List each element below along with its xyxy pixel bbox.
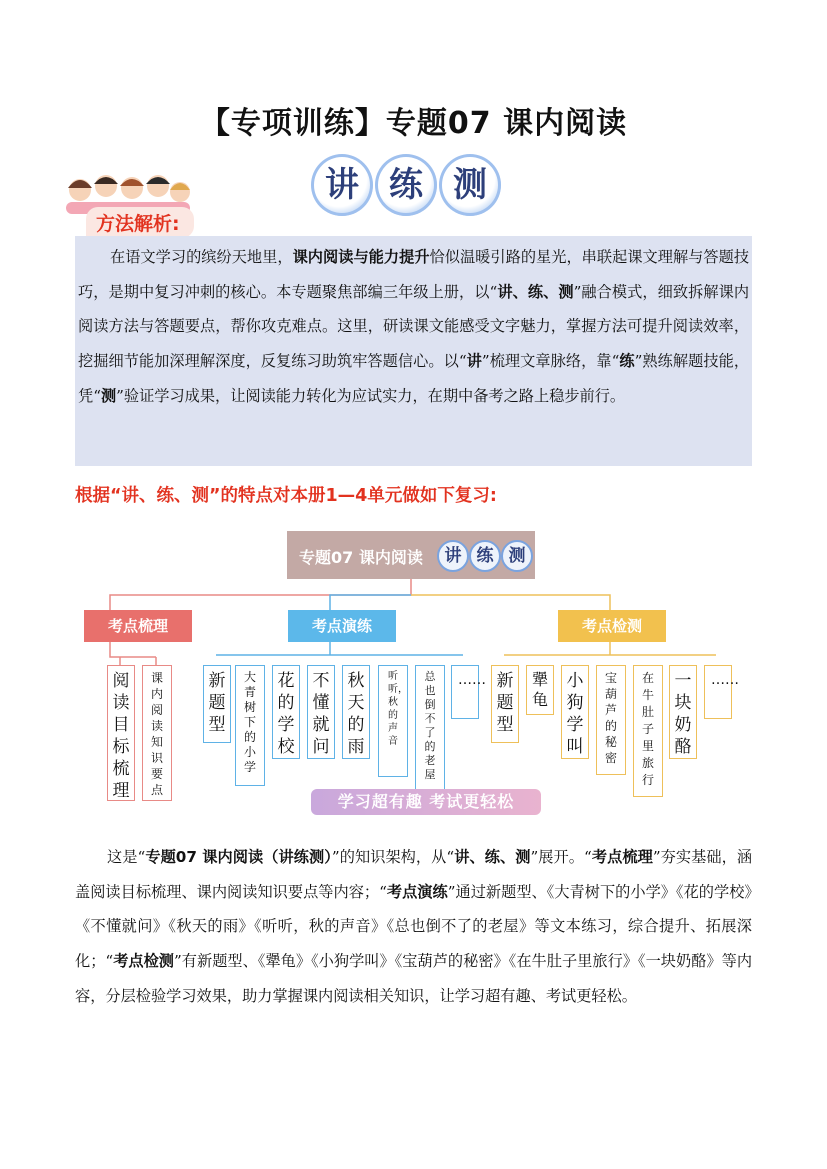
leaf-practice-3: 花的学校 — [272, 665, 300, 759]
review-heading: 根据“讲、练、测”的特点对本册1—4单元做如下复习: — [75, 486, 497, 506]
leaf-practice-more: …… — [451, 665, 479, 719]
summary-section — [75, 840, 752, 1014]
knowledge-structure-diagram — [80, 525, 747, 825]
leaf-test-6: 一块奶酪 — [669, 665, 697, 759]
leaf-test-4: 宝葫芦的秘密 — [596, 665, 626, 775]
method-analysis-label: 方法解析: — [86, 207, 194, 238]
root-badge-jiang: 讲 — [437, 540, 469, 572]
leaf-test-5: 在牛肚子里旅行 — [633, 665, 663, 797]
leaf-practice-7: 总也倒不了的老屋 — [415, 665, 445, 793]
leaf-practice-6: 听听，秋的声音 — [378, 665, 408, 777]
leaf-practice-5: 秋天的雨 — [342, 665, 370, 759]
leaf-practice-2: 大青树下的小学 — [235, 665, 265, 786]
diagram-root: 专题07 课内阅读 讲 练 测 — [287, 531, 535, 579]
jiang-lian-ce-badges — [311, 154, 501, 220]
page-title: 【专项训练】专题07 课内阅读 — [199, 106, 628, 141]
root-badge-lian: 练 — [469, 540, 501, 572]
leaf-test-3: 小狗学叫 — [561, 665, 589, 759]
leaf-practice-4: 不懂就问 — [307, 665, 335, 759]
category-test: 考点检测 — [558, 610, 666, 642]
leaf-review-1: 阅读目标梳理 — [107, 665, 135, 801]
badge-lian: 练 — [375, 154, 437, 216]
intro-paragraph: 在语文学习的缤纷天地里，课内阅读与能力提升恰似温暖引路的星光，串联起课文理解与答题技巧，是期中复习冲刺的核心。本专题聚焦部编三年级上册，以“讲、练、测”融合模式，细致拆解课内阅读方法与答题要点，帮你攻克难点。这里，研读课文能感受文字魅力，掌握方法可提升阅读效率，挖掘细节能加深理解深度，反复练习助筑牢答题信心。以“讲”梳理文章脉络，靠“练”熟练解题技能，凭“测”验证学习成果，让阅读能力转化为应试实力，在期中备考之路上稳步前行。 — [78, 248, 750, 405]
root-badge-ce: 测 — [501, 540, 533, 572]
badge-jiang: 讲 — [311, 154, 373, 216]
leaf-review-2: 课内阅读知识要点 — [142, 665, 172, 801]
motto-banner: 学习超有趣 考试更轻松 — [311, 789, 541, 815]
badge-ce: 测 — [439, 154, 501, 216]
intro-paragraph-box — [75, 236, 752, 466]
leaf-test-more: …… — [704, 665, 732, 719]
leaf-test-1: 新题型 — [491, 665, 519, 743]
category-practice: 考点演练 — [288, 610, 396, 642]
leaf-test-2: 犟龟 — [526, 665, 554, 715]
summary-paragraph: 这是“专题07 课内阅读（讲练测）”的知识架构，从“讲、练、测”展开。“考点梳理”夯实基础，涵盖阅读目标梳理、课内阅读知识要点等内容；“考点演练”通过新题型、《大青树下的小学》《花的学校》《不懂就问》《秋天的雨》《听听，秋的声音》《总也倒不了的老屋》等文本练习，综合提升、拓展深化；“考点检测”有新题型、《犟龟》《小狗学叫》《宝葫芦的秘密》《在牛肚子里旅行》《一块奶酪》等内容，分层检验学习效果，助力掌握课内阅读相关知识，让学习超有趣、考试更轻松。 — [75, 848, 753, 1005]
leaf-practice-1: 新题型 — [203, 665, 231, 743]
category-review: 考点梳理 — [84, 610, 192, 642]
